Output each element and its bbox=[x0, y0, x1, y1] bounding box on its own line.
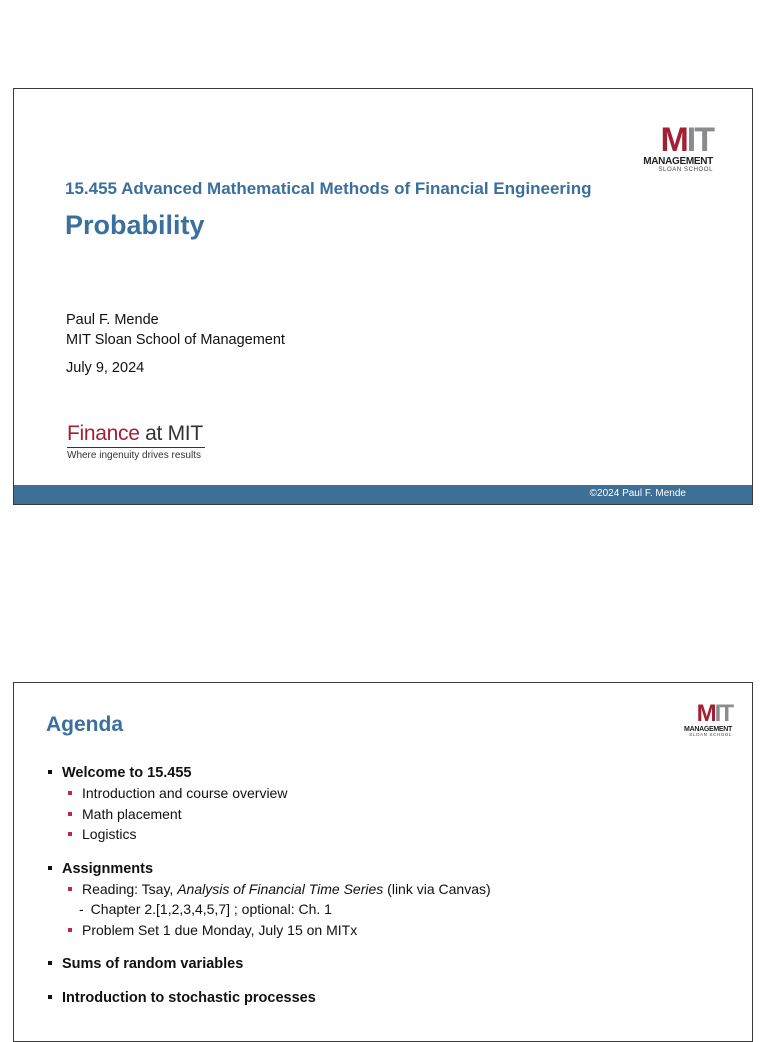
logo-m: M bbox=[660, 121, 687, 159]
logo-management: MANAGEMENT bbox=[684, 726, 732, 733]
copyright-text: ©2024 Paul F. Mende bbox=[589, 488, 686, 499]
finance-at-mit-logo bbox=[67, 422, 205, 461]
logo-it: IT bbox=[714, 700, 732, 727]
bullet-square bbox=[48, 995, 52, 999]
agenda-item bbox=[48, 859, 491, 941]
agenda-item-label: Introduction to stochastic processes bbox=[62, 990, 316, 1006]
finance-tagline: Where ingenuity drives results bbox=[67, 450, 201, 461]
chapter-list: Chapter 2.[1,2,3,4,5,7] ; optional: Ch. 1 bbox=[90, 901, 332, 917]
logo-sloan-school: SLOAN SCHOOL bbox=[689, 732, 732, 737]
author-name: Paul F. Mende bbox=[66, 312, 159, 328]
agenda-list bbox=[48, 763, 491, 1022]
agenda-sublist bbox=[48, 783, 491, 845]
bullet-square-red bbox=[68, 928, 72, 932]
bullet-square bbox=[48, 961, 52, 965]
course-title: 15.455 Advanced Mathematical Methods of Financial Engineering bbox=[65, 179, 592, 198]
agenda-item bbox=[48, 988, 491, 1008]
agenda-subsubitem bbox=[48, 899, 491, 920]
bullet-square-red bbox=[68, 887, 72, 891]
agenda-slide bbox=[13, 682, 753, 1042]
mit-sloan-logo bbox=[643, 123, 713, 174]
lecture-title: Probability bbox=[65, 210, 205, 240]
logo-management: MANAGEMENT bbox=[643, 156, 713, 167]
bullet-square-red bbox=[68, 812, 72, 816]
problem-set-due: Problem Set 1 due Monday, July 15 on MITx bbox=[82, 921, 358, 938]
agenda-subitem-label: Logistics bbox=[82, 826, 137, 842]
logo-it: IT bbox=[686, 121, 713, 159]
footer-bar bbox=[14, 485, 752, 504]
title-slide bbox=[13, 88, 753, 505]
logo-m: M bbox=[696, 700, 715, 727]
agenda-item-label: Sums of random variables bbox=[62, 956, 244, 972]
agenda-sublist bbox=[48, 879, 491, 941]
agenda-item-label: Assignments bbox=[62, 860, 154, 877]
agenda-subitem bbox=[48, 920, 491, 941]
agenda-subitem bbox=[48, 879, 491, 900]
author-affiliation: MIT Sloan School of Management bbox=[66, 332, 285, 348]
dash-marker: - bbox=[79, 901, 84, 917]
bullet-square-red bbox=[68, 791, 72, 795]
agenda-subitem-label: Introduction and course overview bbox=[82, 785, 288, 801]
agenda-item-label: Welcome to 15.455 bbox=[62, 765, 192, 781]
logo-rule bbox=[67, 447, 205, 448]
agenda-item bbox=[48, 763, 491, 845]
agenda-subitem bbox=[48, 824, 491, 845]
reading-suffix: (link via Canvas) bbox=[383, 880, 491, 897]
bullet-square bbox=[48, 866, 52, 870]
agenda-subitem bbox=[48, 783, 491, 804]
logo-sloan-school: SLOAN SCHOOL bbox=[658, 167, 713, 173]
bullet-square bbox=[48, 770, 52, 774]
reading-book-title: Analysis of Financial Time Series bbox=[177, 880, 384, 897]
finance-word: Finance bbox=[67, 422, 140, 445]
mit-sloan-logo bbox=[684, 702, 732, 738]
bullet-square-red bbox=[68, 832, 72, 836]
at-mit-word: at MIT bbox=[139, 422, 203, 445]
agenda-item bbox=[48, 954, 491, 974]
agenda-title: Agenda bbox=[46, 713, 124, 736]
reading-assignment bbox=[82, 879, 491, 900]
lecture-date: July 9, 2024 bbox=[66, 360, 145, 376]
agenda-subitem-label: Math placement bbox=[82, 805, 182, 822]
reading-prefix: Reading: Tsay, bbox=[82, 880, 178, 897]
author-block bbox=[66, 310, 285, 350]
agenda-subitem bbox=[48, 804, 491, 825]
